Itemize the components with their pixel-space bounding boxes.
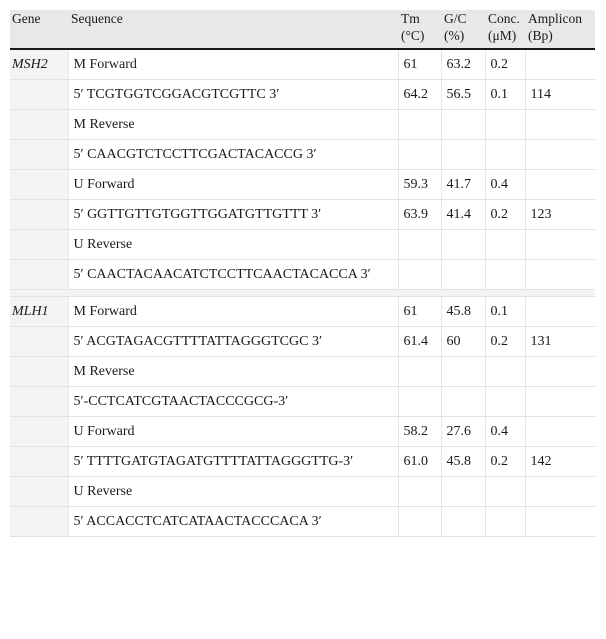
tm-cell (398, 357, 441, 387)
tm-cell (398, 140, 441, 170)
gc-cell: 56.5 (441, 80, 485, 110)
conc-cell (485, 140, 525, 170)
gc-cell: 27.6 (441, 417, 485, 447)
tm-cell (398, 387, 441, 417)
table-row (10, 49, 595, 80)
conc-cell: 0.4 (485, 170, 525, 200)
table-row (10, 327, 595, 357)
amplicon-cell (525, 260, 595, 290)
sequence-cell: 5′-CCTCATCGTAACTACCCGCG-3′ (68, 387, 398, 417)
table-spacer-row (10, 290, 595, 297)
amplicon-cell (525, 140, 595, 170)
gene-cell (10, 170, 68, 200)
amplicon-cell (525, 507, 595, 537)
table-body (10, 49, 595, 537)
conc-cell (485, 357, 525, 387)
header-amplicon: Amplicon (Bp) (528, 11, 582, 43)
amplicon-cell (525, 230, 595, 260)
sequence-cell: U Forward (68, 170, 398, 200)
gc-cell: 41.4 (441, 200, 485, 230)
tm-cell: 61.4 (398, 327, 441, 357)
spacer-cell (10, 290, 595, 297)
gc-cell (441, 357, 485, 387)
table-row (10, 200, 595, 230)
sequence-cell: 5′ GGTTGTTGTGGTTGGATGTTGTTT 3′ (68, 200, 398, 230)
gc-cell (441, 477, 485, 507)
gene-cell (10, 477, 68, 507)
sequence-cell: 5′ CAACTACAACATCTCCTTCAACTACACCA 3′ (68, 260, 398, 290)
tm-cell (398, 110, 441, 140)
table-row (10, 230, 595, 260)
amplicon-cell (525, 49, 595, 80)
table-row (10, 110, 595, 140)
gene-cell (10, 507, 68, 537)
gene-cell (10, 447, 68, 477)
gene-cell: MLH1 (10, 297, 68, 327)
amplicon-cell (525, 110, 595, 140)
gene-cell (10, 200, 68, 230)
sequence-cell: 5′ CAACGTCTCCTTCGACTACACCG 3′ (68, 140, 398, 170)
gc-cell: 41.7 (441, 170, 485, 200)
gene-cell (10, 357, 68, 387)
amplicon-cell (525, 477, 595, 507)
gc-cell: 45.8 (441, 297, 485, 327)
gc-cell (441, 110, 485, 140)
sequence-cell: U Reverse (68, 230, 398, 260)
header-gc: G/C (%) (444, 11, 467, 43)
conc-cell: 0.1 (485, 80, 525, 110)
amplicon-cell: 142 (525, 447, 595, 477)
gc-cell (441, 387, 485, 417)
conc-cell (485, 507, 525, 537)
gc-cell (441, 230, 485, 260)
conc-cell (485, 387, 525, 417)
table-row (10, 447, 595, 477)
tm-cell (398, 260, 441, 290)
gene-cell (10, 327, 68, 357)
table-row (10, 507, 595, 537)
gene-cell (10, 140, 68, 170)
table-row (10, 477, 595, 507)
table-row (10, 357, 595, 387)
tm-cell: 61.0 (398, 447, 441, 477)
amplicon-cell (525, 170, 595, 200)
conc-cell (485, 110, 525, 140)
sequence-cell: 5′ ACCACCTCATCATAACTACCCACA 3′ (68, 507, 398, 537)
amplicon-cell (525, 357, 595, 387)
table-row (10, 80, 595, 110)
amplicon-cell (525, 387, 595, 417)
gc-cell: 63.2 (441, 49, 485, 80)
table-row (10, 260, 595, 290)
conc-cell: 0.2 (485, 447, 525, 477)
sequence-cell: M Forward (68, 297, 398, 327)
amplicon-cell: 131 (525, 327, 595, 357)
sequence-cell: M Reverse (68, 357, 398, 387)
amplicon-cell (525, 417, 595, 447)
gene-cell (10, 80, 68, 110)
gc-cell (441, 507, 485, 537)
table-row (10, 417, 595, 447)
conc-cell (485, 230, 525, 260)
table-row (10, 387, 595, 417)
tm-cell: 58.2 (398, 417, 441, 447)
amplicon-cell: 114 (525, 80, 595, 110)
conc-cell (485, 477, 525, 507)
header-sequence: Sequence (71, 11, 123, 26)
sequence-cell: M Forward (68, 49, 398, 80)
sequence-cell: M Reverse (68, 110, 398, 140)
conc-cell: 0.2 (485, 327, 525, 357)
tm-cell (398, 507, 441, 537)
sequence-cell: U Forward (68, 417, 398, 447)
header-tm: Tm (°C) (401, 11, 425, 43)
primer-table (10, 10, 595, 537)
conc-cell: 0.2 (485, 49, 525, 80)
amplicon-cell: 123 (525, 200, 595, 230)
tm-cell: 63.9 (398, 200, 441, 230)
gc-cell (441, 260, 485, 290)
tm-cell (398, 477, 441, 507)
gc-cell: 45.8 (441, 447, 485, 477)
table-row (10, 170, 595, 200)
conc-cell: 0.2 (485, 200, 525, 230)
gene-cell (10, 110, 68, 140)
gene-cell (10, 417, 68, 447)
gc-cell (441, 140, 485, 170)
tm-cell: 61 (398, 297, 441, 327)
conc-cell (485, 260, 525, 290)
conc-cell: 0.1 (485, 297, 525, 327)
gene-cell (10, 260, 68, 290)
table-row (10, 140, 595, 170)
header-conc: Conc. (μM) (488, 11, 520, 43)
sequence-cell: U Reverse (68, 477, 398, 507)
gene-cell (10, 230, 68, 260)
tm-cell: 61 (398, 49, 441, 80)
gene-cell: MSH2 (10, 49, 68, 80)
conc-cell: 0.4 (485, 417, 525, 447)
table-row (10, 297, 595, 327)
gc-cell: 60 (441, 327, 485, 357)
table-header-row (10, 10, 595, 49)
sequence-cell: 5′ TTTTGATGTAGATGTTTTATTAGGGTTG-3′ (68, 447, 398, 477)
sequence-cell: 5′ ACGTAGACGTTTTATTAGGGTCGC 3′ (68, 327, 398, 357)
primer-table-container (10, 10, 595, 537)
tm-cell (398, 230, 441, 260)
sequence-cell: 5′ TCGTGGTCGGACGTCGTTC 3′ (68, 80, 398, 110)
tm-cell: 59.3 (398, 170, 441, 200)
header-gene: Gene (12, 11, 41, 26)
amplicon-cell (525, 297, 595, 327)
tm-cell: 64.2 (398, 80, 441, 110)
gene-cell (10, 387, 68, 417)
